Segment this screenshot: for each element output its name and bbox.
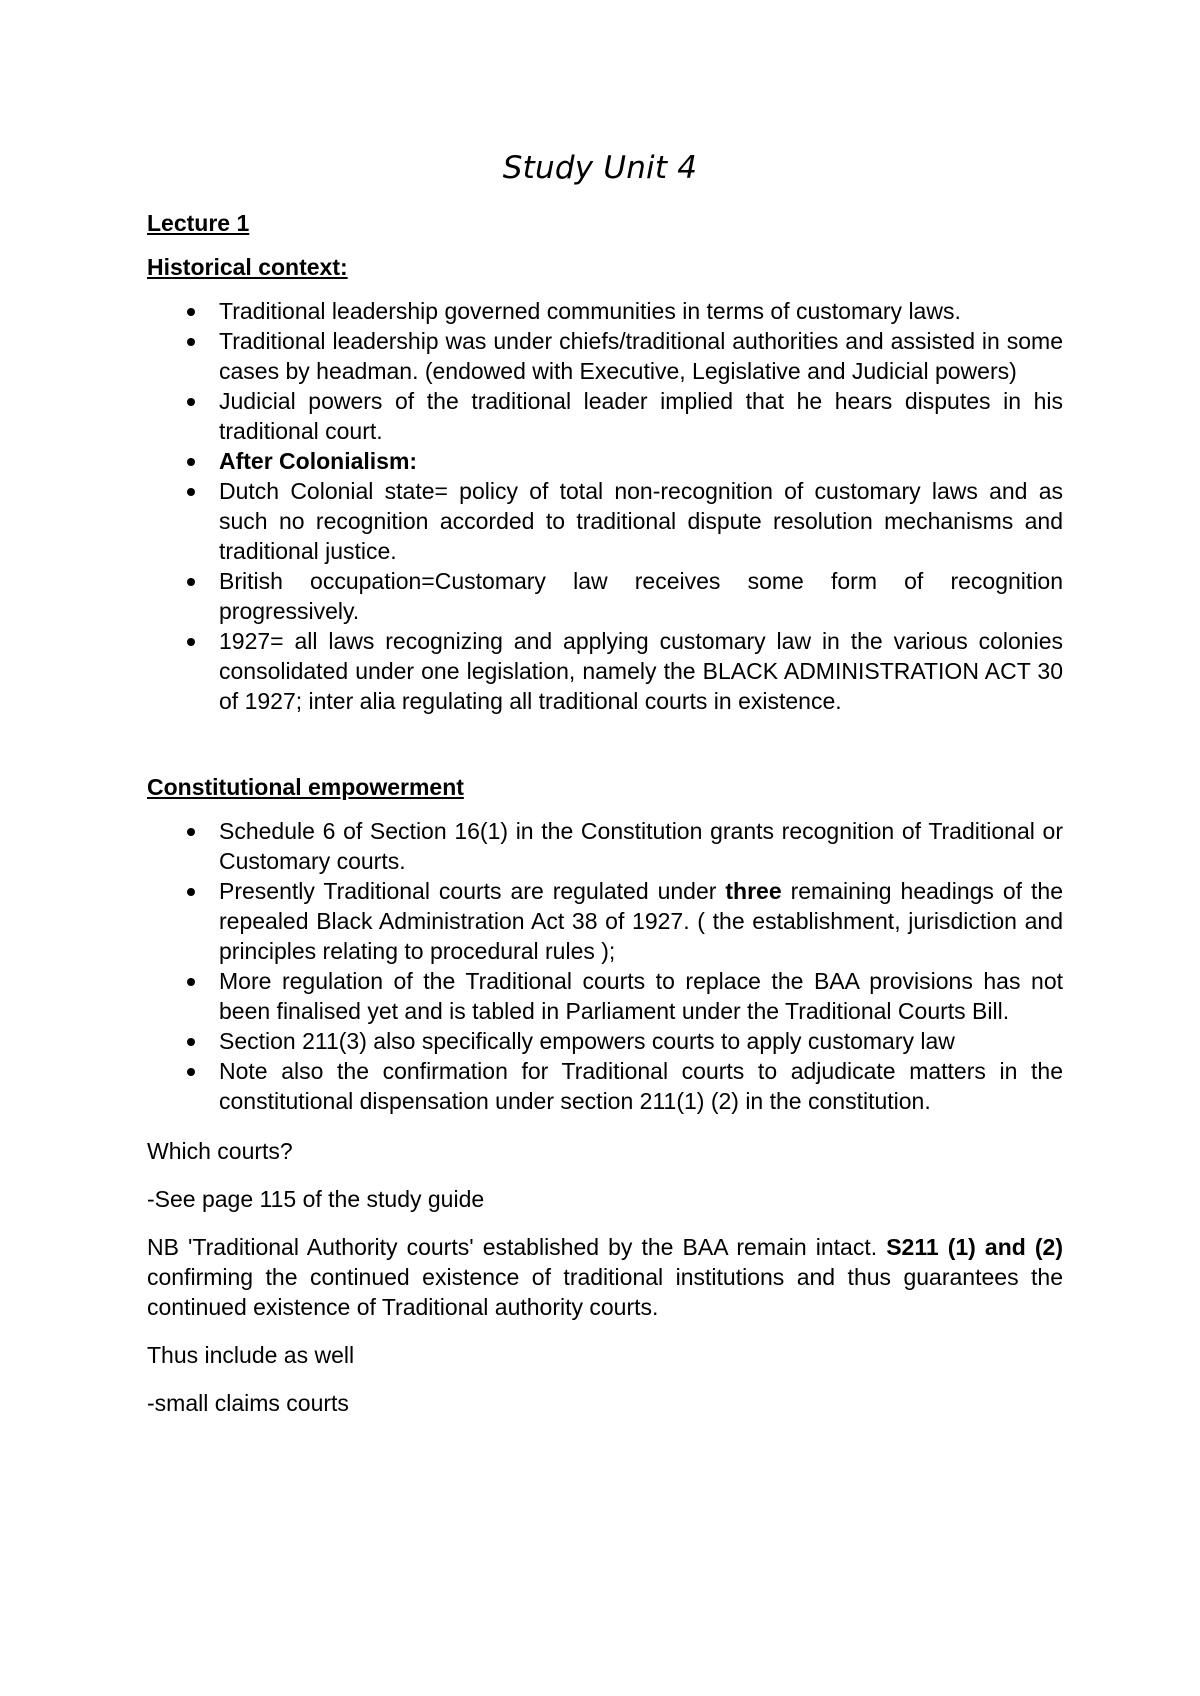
lecture-heading: Lecture 1: [147, 210, 250, 236]
historical-context-list: [147, 296, 1063, 716]
see-page-text: -See page 115 of the study guide: [147, 1186, 485, 1212]
list-item: Dutch Colonial state= policy of total non-recognition of customary laws and as such no recognition accorded to traditional dispute resolution mechanisms and traditional justice.: [147, 476, 1063, 566]
nb-paragraph: NB 'Traditional Authority courts' established by the BAA remain intact. S211 (1) and (2) confirming the continued existence of traditional institutions and thus guarantees the continued existence of Traditional authority courts.: [147, 1234, 1063, 1320]
bullet-icon: [187, 308, 195, 316]
bullet-icon: [187, 578, 195, 586]
constitutional-list: [147, 816, 1063, 1116]
list-item: More regulation of the Traditional courts to replace the BAA provisions has not been finalised yet and is tabled in Parliament under the Traditional Courts Bill.: [147, 966, 1063, 1026]
document-body: [147, 208, 1063, 1418]
bullet-icon: [187, 338, 195, 346]
bullet-icon: [187, 488, 195, 496]
historical-context-heading: Historical context:: [147, 254, 348, 280]
list-item: 1927= all laws recognizing and applying customary law in the various colonies consolidated under one legislation, namely the BLACK ADMINISTRATION ACT 30 of 1927; inter alia regulating all traditional courts in existence.: [147, 626, 1063, 716]
constitutional-empowerment-heading: Constitutional empowerment: [147, 774, 464, 800]
which-courts-text: Which courts?: [147, 1138, 293, 1164]
list-item: Traditional leadership governed communities in terms of customary laws.: [147, 296, 1063, 326]
include-text: Thus include as well: [147, 1342, 355, 1368]
bullet-icon: [187, 1038, 195, 1046]
list-item: Traditional leadership was under chiefs/traditional authorities and assisted in some cases by headman. (endowed with Executive, Legislative and Judicial powers): [147, 326, 1063, 386]
list-item: Presently Traditional courts are regulated under three remaining headings of the repealed Black Administration Act 38 of 1927. ( the establishment, jurisdiction and principles relating to procedural rules );: [147, 876, 1063, 966]
bullet-icon: [187, 1068, 195, 1076]
list-item: After Colonialism:: [147, 446, 1063, 476]
bullet-icon: [187, 458, 195, 466]
bullet-icon: [187, 978, 195, 986]
list-item: British occupation=Customary law receives some form of recognition progressively.: [147, 566, 1063, 626]
bullet-icon: [187, 888, 195, 896]
list-item: Note also the confirmation for Traditional courts to adjudicate matters in the constitutional dispensation under section 211(1) (2) in the constitution.: [147, 1056, 1063, 1116]
bullet-icon: [187, 638, 195, 646]
small-claims-text: -small claims courts: [147, 1390, 349, 1416]
list-item: Section 211(3) also specifically empowers courts to apply customary law: [147, 1026, 1063, 1056]
list-item: Judicial powers of the traditional leader implied that he hears disputes in his traditional court.: [147, 386, 1063, 446]
document-title: Study Unit 4: [502, 150, 698, 186]
bullet-icon: [187, 398, 195, 406]
bullet-icon: [187, 828, 195, 836]
list-item: Schedule 6 of Section 16(1) in the Constitution grants recognition of Traditional or Customary courts.: [147, 816, 1063, 876]
